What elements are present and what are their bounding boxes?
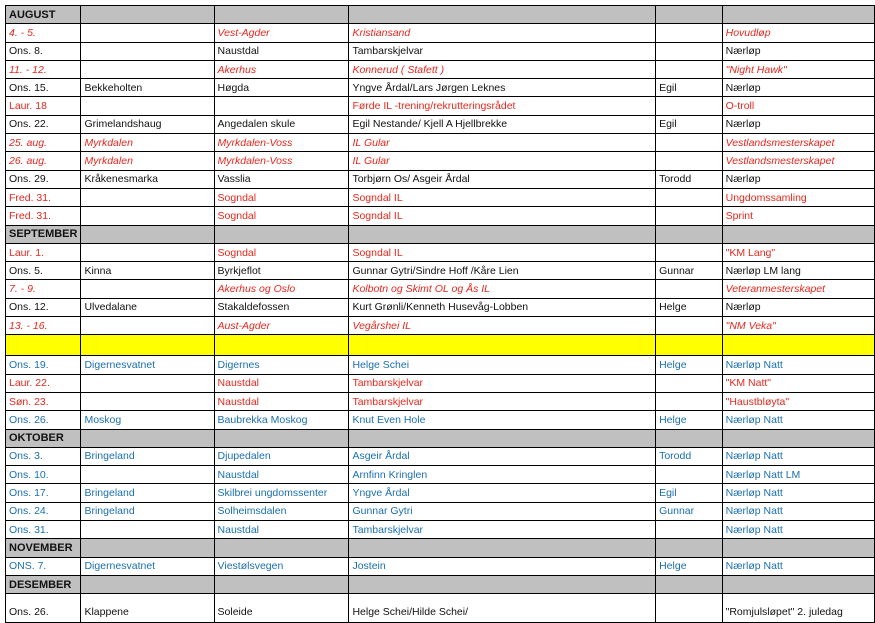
cell-contact: [656, 24, 723, 42]
cell-date: Ons. 3.: [6, 447, 81, 465]
cell-contact: Helge: [656, 557, 723, 575]
table-row: [6, 207, 875, 225]
cell-organizer: [349, 539, 656, 557]
cell-date: Ons. 5.: [6, 262, 81, 280]
table-row: [6, 594, 875, 623]
cell-date: Ons. 22.: [6, 115, 81, 133]
cell-area: Vasslia: [214, 170, 349, 188]
table-row: [6, 79, 875, 97]
cell-place: [81, 429, 214, 447]
cell-place: [81, 280, 214, 298]
cell-contact: [656, 392, 723, 410]
cell-place: [81, 6, 214, 24]
cell-area: Sogndal: [214, 243, 349, 261]
cell-date: Ons. 8.: [6, 42, 81, 60]
cell-place: [81, 188, 214, 206]
cell-contact: Torodd: [656, 447, 723, 465]
table-row: [6, 24, 875, 42]
cell-contact: [656, 6, 723, 24]
cell-event: Nærløp Natt: [722, 557, 874, 575]
cell-area: [214, 6, 349, 24]
table-row: [6, 262, 875, 280]
cell-place: [81, 521, 214, 539]
table-row: [6, 335, 875, 356]
cell-area: Vest-Agder: [214, 24, 349, 42]
table-row: [6, 243, 875, 261]
cell-organizer: Knut Even Hole: [349, 411, 656, 429]
cell-organizer: Gunnar Gytri/Sindre Hoff /Kåre Lien: [349, 262, 656, 280]
cell-event: Nærløp: [722, 115, 874, 133]
cell-area: [214, 539, 349, 557]
cell-event: Vestlandsmesterskapet: [722, 134, 874, 152]
cell-place: [81, 60, 214, 78]
cell-place: Myrkdalen: [81, 152, 214, 170]
cell-date: Laur. 1.: [6, 243, 81, 261]
cell-organizer: IL Gular: [349, 152, 656, 170]
table-row: [6, 97, 875, 115]
cell-area: Naustdal: [214, 466, 349, 484]
cell-area: Myrkdalen-Voss: [214, 134, 349, 152]
cell-place: [81, 97, 214, 115]
table-row: [6, 502, 875, 520]
cell-contact: Egil: [656, 484, 723, 502]
cell-contact: [656, 225, 723, 243]
cell-organizer: Sogndal IL: [349, 188, 656, 206]
cell-event: "KM Lang": [722, 243, 874, 261]
table-row: [6, 447, 875, 465]
table-row: [6, 188, 875, 206]
cell-place: [81, 42, 214, 60]
cell-area: Baubrekka Moskog: [214, 411, 349, 429]
cell-date: ONS. 7.: [6, 557, 81, 575]
cell-area: Byrkjeflot: [214, 262, 349, 280]
cell-organizer: Egil Nestande/ Kjell A Hjellbrekke: [349, 115, 656, 133]
cell-contact: [656, 594, 723, 623]
cell-place: [81, 335, 214, 356]
table-row: [6, 317, 875, 335]
cell-area: Akerhus: [214, 60, 349, 78]
cell-date: Ons. 26.: [6, 594, 81, 623]
cell-event: Nærløp Natt: [722, 502, 874, 520]
cell-organizer: Jostein: [349, 557, 656, 575]
cell-contact: [656, 466, 723, 484]
cell-date: Laur. 22.: [6, 374, 81, 392]
cell-area: [214, 225, 349, 243]
cell-area: Høgda: [214, 79, 349, 97]
cell-organizer: Tambarskjelvar: [349, 521, 656, 539]
cell-place: [81, 317, 214, 335]
cell-area: Akerhus og Oslo: [214, 280, 349, 298]
cell-date: Fred. 31.: [6, 188, 81, 206]
cell-event: O-troll: [722, 97, 874, 115]
cell-organizer: [349, 6, 656, 24]
cell-place: Klappene: [81, 594, 214, 623]
cell-event: Nærløp: [722, 170, 874, 188]
cell-contact: [656, 134, 723, 152]
cell-contact: [656, 60, 723, 78]
cell-organizer: Kristiansand: [349, 24, 656, 42]
cell-place: Moskog: [81, 411, 214, 429]
cell-date: 4. - 5.: [6, 24, 81, 42]
cell-area: [214, 97, 349, 115]
cell-event: Nærløp Natt: [722, 447, 874, 465]
month-header-row: [6, 225, 875, 243]
cell-area: Stakaldefossen: [214, 298, 349, 316]
table-row: [6, 521, 875, 539]
cell-date: Søn. 23.: [6, 392, 81, 410]
cell-organizer: Helge Schei: [349, 356, 656, 374]
table-row: [6, 60, 875, 78]
cell-place: [81, 374, 214, 392]
cell-date: Ons. 10.: [6, 466, 81, 484]
table-row: [6, 484, 875, 502]
cell-place: Kinna: [81, 262, 214, 280]
table-row: [6, 356, 875, 374]
month-label: DESEMBER: [6, 575, 81, 593]
cell-place: [81, 466, 214, 484]
cell-event: "Haustbløyta": [722, 392, 874, 410]
cell-event: Vestlandsmesterskapet: [722, 152, 874, 170]
cell-area: Aust-Agder: [214, 317, 349, 335]
cell-place: Grimelandshaug: [81, 115, 214, 133]
cell-event: Nærløp Natt: [722, 484, 874, 502]
cell-contact: Egil: [656, 79, 723, 97]
cell-event: [722, 539, 874, 557]
cell-organizer: Tambarskjelvar: [349, 392, 656, 410]
cell-area: [214, 429, 349, 447]
cell-organizer: Torbjørn Os/ Asgeir Årdal: [349, 170, 656, 188]
cell-event: "KM Natt": [722, 374, 874, 392]
cell-organizer: [349, 225, 656, 243]
cell-contact: [656, 429, 723, 447]
month-header-row: [6, 429, 875, 447]
cell-organizer: [349, 335, 656, 356]
cell-organizer: Kurt Grønli/Kenneth Husevåg-Lobben: [349, 298, 656, 316]
cell-organizer: Sogndal IL: [349, 207, 656, 225]
cell-event: [722, 6, 874, 24]
cell-area: Sogndal: [214, 207, 349, 225]
cell-event: [722, 225, 874, 243]
cell-event: Hovudløp: [722, 24, 874, 42]
cell-event: Veteranmesterskapet: [722, 280, 874, 298]
cell-date: 11. - 12.: [6, 60, 81, 78]
cell-area: [214, 335, 349, 356]
month-label: NOVEMBER: [6, 539, 81, 557]
table-row: [6, 392, 875, 410]
table-row: [6, 170, 875, 188]
cell-date: 25. aug.: [6, 134, 81, 152]
table-row: [6, 42, 875, 60]
cell-event: Nærløp: [722, 79, 874, 97]
cell-contact: [656, 575, 723, 593]
cell-event: "Romjulsløpet" 2. juledag: [722, 594, 874, 623]
cell-organizer: Helge Schei/Hilde Schei/: [349, 594, 656, 623]
cell-contact: [656, 335, 723, 356]
month-header-row: [6, 575, 875, 593]
cell-contact: Helge: [656, 411, 723, 429]
cell-place: [81, 539, 214, 557]
cell-contact: [656, 207, 723, 225]
cell-place: Bringeland: [81, 502, 214, 520]
cell-organizer: Asgeir Årdal: [349, 447, 656, 465]
cell-area: Naustdal: [214, 521, 349, 539]
cell-date: Ons. 19.: [6, 356, 81, 374]
cell-event: Nærløp Natt: [722, 356, 874, 374]
cell-place: Kråkenesmarka: [81, 170, 214, 188]
cell-area: Soleide: [214, 594, 349, 623]
cell-area: Sogndal: [214, 188, 349, 206]
cell-place: [81, 225, 214, 243]
table-row: [6, 115, 875, 133]
cell-place: [81, 24, 214, 42]
cell-place: Digernesvatnet: [81, 356, 214, 374]
cell-area: Naustdal: [214, 374, 349, 392]
cell-organizer: [349, 429, 656, 447]
cell-contact: [656, 280, 723, 298]
cell-date: Ons. 29.: [6, 170, 81, 188]
cell-date: Ons. 24.: [6, 502, 81, 520]
cell-organizer: Arnfinn Kringlen: [349, 466, 656, 484]
cell-event: Nærløp LM lang: [722, 262, 874, 280]
cell-event: Nærløp: [722, 42, 874, 60]
cell-date: Ons. 17.: [6, 484, 81, 502]
cell-date: Fred. 31.: [6, 207, 81, 225]
cell-event: Ungdomssamling: [722, 188, 874, 206]
table-row: [6, 280, 875, 298]
cell-event: "NM Veka": [722, 317, 874, 335]
cell-place: Bringeland: [81, 484, 214, 502]
cell-organizer: Kolbotn og Skimt OL og Ås IL: [349, 280, 656, 298]
month-header-row: [6, 6, 875, 24]
cell-contact: Torodd: [656, 170, 723, 188]
month-header-row: [6, 539, 875, 557]
cell-organizer: Tambarskjelvar: [349, 42, 656, 60]
schedule-table: [5, 5, 875, 623]
cell-organizer: Vegårshei IL: [349, 317, 656, 335]
cell-event: [722, 429, 874, 447]
cell-contact: [656, 243, 723, 261]
cell-contact: [656, 374, 723, 392]
cell-date: [6, 335, 81, 356]
cell-event: Nærløp Natt: [722, 411, 874, 429]
cell-organizer: [349, 575, 656, 593]
cell-contact: [656, 317, 723, 335]
cell-date: Laur. 18: [6, 97, 81, 115]
cell-event: [722, 575, 874, 593]
cell-date: 26. aug.: [6, 152, 81, 170]
table-row: [6, 557, 875, 575]
cell-contact: [656, 539, 723, 557]
cell-place: [81, 243, 214, 261]
cell-contact: Helge: [656, 298, 723, 316]
cell-event: [722, 335, 874, 356]
month-label: AUGUST: [6, 6, 81, 24]
cell-event: Nærløp Natt LM: [722, 466, 874, 484]
month-label: SEPTEMBER: [6, 225, 81, 243]
cell-contact: [656, 188, 723, 206]
table-row: [6, 466, 875, 484]
table-row: [6, 134, 875, 152]
cell-organizer: Yngve Årdal: [349, 484, 656, 502]
cell-area: Djupedalen: [214, 447, 349, 465]
cell-organizer: Førde IL -trening/rekrutteringsrådet: [349, 97, 656, 115]
table-row: [6, 298, 875, 316]
cell-event: Sprint: [722, 207, 874, 225]
cell-organizer: Konnerud ( Stafett ): [349, 60, 656, 78]
cell-organizer: Sogndal IL: [349, 243, 656, 261]
cell-place: [81, 575, 214, 593]
cell-event: Nærløp: [722, 298, 874, 316]
cell-date: 7. - 9.: [6, 280, 81, 298]
table-row: [6, 374, 875, 392]
cell-area: Viestølsvegen: [214, 557, 349, 575]
cell-area: Angedalen skule: [214, 115, 349, 133]
cell-organizer: Yngve Årdal/Lars Jørgen Leknes: [349, 79, 656, 97]
cell-event: Nærløp Natt: [722, 521, 874, 539]
cell-organizer: IL Gular: [349, 134, 656, 152]
cell-contact: [656, 152, 723, 170]
cell-organizer: Gunnar Gytri: [349, 502, 656, 520]
cell-place: Bekkeholten: [81, 79, 214, 97]
cell-contact: [656, 97, 723, 115]
cell-area: Solheimsdalen: [214, 502, 349, 520]
cell-area: Digernes: [214, 356, 349, 374]
cell-event: "Night Hawk": [722, 60, 874, 78]
cell-contact: [656, 42, 723, 60]
cell-place: Myrkdalen: [81, 134, 214, 152]
cell-date: Ons. 31.: [6, 521, 81, 539]
table-row: [6, 411, 875, 429]
cell-place: Bringeland: [81, 447, 214, 465]
cell-contact: Helge: [656, 356, 723, 374]
cell-contact: Egil: [656, 115, 723, 133]
cell-organizer: Tambarskjelvar: [349, 374, 656, 392]
month-label: OKTOBER: [6, 429, 81, 447]
cell-place: Digernesvatnet: [81, 557, 214, 575]
cell-contact: Gunnar: [656, 262, 723, 280]
table-row: [6, 152, 875, 170]
cell-area: Naustdal: [214, 392, 349, 410]
cell-area: Skilbrei ungdomssenter: [214, 484, 349, 502]
cell-date: Ons. 15.: [6, 79, 81, 97]
cell-contact: [656, 521, 723, 539]
cell-place: [81, 207, 214, 225]
cell-contact: Gunnar: [656, 502, 723, 520]
cell-area: Myrkdalen-Voss: [214, 152, 349, 170]
cell-place: Ulvedalane: [81, 298, 214, 316]
schedule-body: [6, 6, 875, 623]
cell-date: Ons. 26.: [6, 411, 81, 429]
cell-area: [214, 575, 349, 593]
cell-date: Ons. 12.: [6, 298, 81, 316]
cell-date: 13. - 16.: [6, 317, 81, 335]
cell-area: Naustdal: [214, 42, 349, 60]
cell-place: [81, 392, 214, 410]
